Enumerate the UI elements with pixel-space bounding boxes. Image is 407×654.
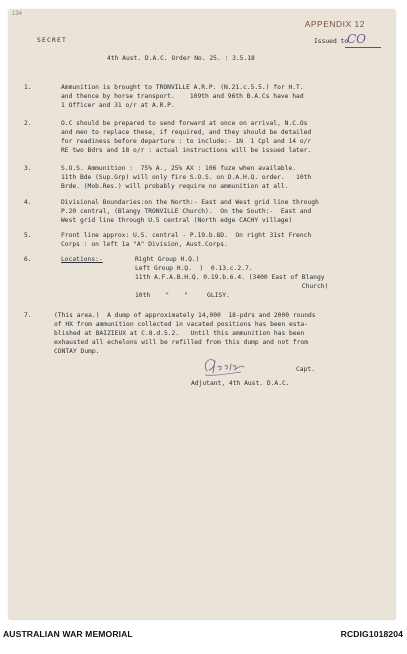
para-5-number: 5. (24, 232, 32, 239)
location-row: Church) (135, 282, 329, 290)
para-4-line: Divisional Boundaries:on the North:- East and West grid line through (61, 199, 319, 206)
para-5 (61, 232, 311, 250)
para-1 (61, 84, 304, 111)
issued-to-label: Issued to (314, 38, 349, 45)
para-4 (61, 199, 319, 226)
para-3 (61, 165, 311, 192)
para-3-number: 3. (24, 165, 32, 172)
location-row: Right Group H.Q.) (135, 256, 200, 263)
document-page (9, 10, 395, 619)
para-7-number: 7. (24, 312, 32, 319)
footer-record-id: RCDIG1018204 (340, 629, 403, 639)
para-7-line: (This area.) A dump of approximately 14,000 18-pdrs and 2000 rounds (54, 312, 316, 319)
para-4-line: West grid line through U.5 central (North edge CACHY village) (61, 216, 293, 224)
signatory-title: Adjutant, 4th Aust. D.A.C. (191, 380, 290, 387)
para-2-line: RE two Bdrs and 18 o/r : actual instructions will be issued later. (61, 146, 312, 154)
para-4-number: 4. (24, 199, 32, 206)
para-1-number: 1. (24, 84, 32, 91)
para-3-line: Brde. (Mob.Res.) will probably require no ammunition at all. (61, 182, 289, 190)
para-7-line: exhausted all echelons will be refilled from this dump and not from (54, 338, 309, 346)
location-row: 11th A.F.A.B.H.Q. 0.19.b.6.4. (3400 East of Blangy (135, 273, 325, 281)
footer-institution: AUSTRALIAN WAR MEMORIAL (3, 629, 133, 639)
para-7 (54, 312, 316, 357)
order-title: 4th Aust. D.A.C. Order No. 25. : 3.5.18 (107, 55, 255, 62)
issued-to-value: CO (347, 32, 367, 46)
para-1-line: 1 Officer and 31 o/r at A.R.P. (61, 101, 175, 109)
signatory-rank: Capt. (296, 366, 315, 373)
para-2-line: and men to replace these, if required, and they should be detailed (61, 128, 312, 136)
issued-to-underline (345, 47, 381, 48)
classification: SECRET (37, 37, 67, 44)
para-1-line: Ammunition is brought to TRONVILLE A.R.P. (N.21.c.5.5.) for H.T. (61, 84, 304, 91)
locations-table (135, 256, 328, 301)
para-3-line: 11th Bde (Sup.Grp) will only fire S.O.S. on D.A.H.Q. order. 10th (61, 173, 312, 181)
handwritten-signature (201, 355, 247, 379)
appendix-mark: APPENDIX 12 (304, 19, 365, 29)
para-2-number: 2. (24, 120, 32, 127)
para-7-line: blished at BAIZIEUX at C.8.d.5.2. Until this ammunition has been (54, 329, 305, 337)
location-row: 10th " " GLISY. (135, 291, 230, 299)
para-7-line: of HX from ammunition collected in vacated positions has been esta- (54, 320, 309, 328)
para-2-line: for readiness before departure : to include:- 1N 1 Cpl and 14 o/r (61, 137, 312, 145)
para-7-line: CONTAY Dump. (54, 347, 100, 355)
para-5-line: Front line approx: U.5. central - P.19.b.8D. On right 31st French (61, 232, 312, 239)
location-row: Left Group H.Q. ) 0.13.c.2.7. (135, 264, 253, 272)
corner-mark: 134 (12, 11, 23, 17)
locations-label: Locations:- (61, 256, 103, 263)
para-5-line: Corps : on left 1a "A" Division, Aust.Corps. (61, 240, 228, 248)
para-4-line: P.20 central, (Blangy TRONVILLE Church). On the South:- East and (61, 207, 312, 215)
para-6-number: 6. (24, 256, 32, 263)
para-2 (61, 120, 311, 156)
para-2-line: O.C should be prepared to send forward at once on arrival, N.C.Os (61, 120, 308, 127)
para-3-line: S.O.S. Ammunition : 75% A., 25% AX : 106 fuze when available. (61, 165, 297, 172)
para-1-line: and thence by horse transport. 109th and 96th B.A.Cs have had (61, 92, 304, 100)
